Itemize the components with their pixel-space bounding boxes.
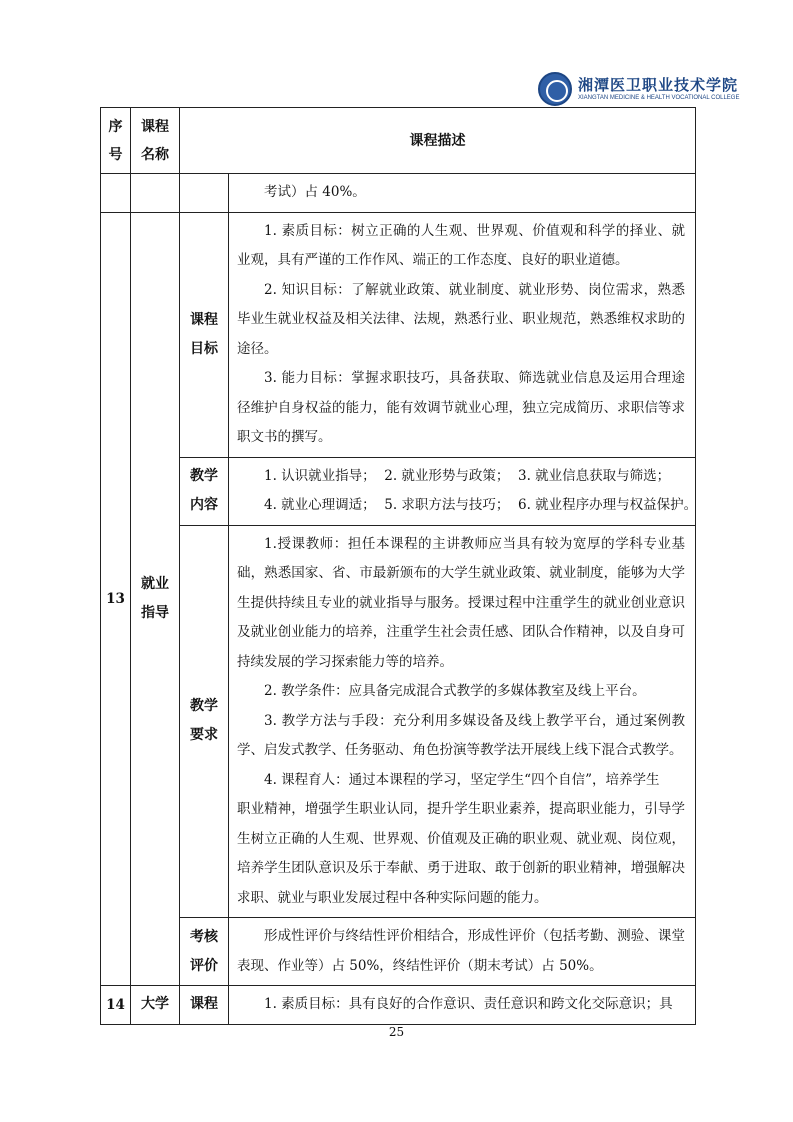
content-line: 1. 认识就业指导； 2. 就业形势与政策； 3. 就业信息获取与筛选； <box>264 467 671 484</box>
college-name-en: XIANGTAN MEDICINE & HEALTH VOCATIONAL COLLEGE <box>578 95 740 101</box>
course13-eval-row <box>101 918 696 986</box>
requirement-item: 职业精神，增强学生职业认同，提升学生职业素养，提高职业能力，引导学生树立正确的人生观、世界观、价值观及正确的职业观、就业观、岗位观，培养学生团队意识及乐于奉献、勇于进取、敢于创新的职业精神，增强解决求职、就业与职业发展过程中各种实际问题的能力。 <box>237 801 685 906</box>
continued-text: 考试）占 40%。 <box>229 174 696 213</box>
table-header-row <box>101 108 696 174</box>
continued-row <box>101 174 696 213</box>
header-desc: 课程描述 <box>180 108 696 174</box>
goal-item: 3. 能力目标：掌握求职技巧，具备获取、筛选就业信息及运用合理途径维护自身权益的能力，能有效调节就业心理，独立完成简历、求职信等求职文书的撰写。 <box>237 370 685 445</box>
course13-evaluation: 形成性评价与终结性评价相结合，形成性评价（包括考勤、测验、课堂表现、作业等）占 50%，终结性评价（期末考试）占 50%。 <box>229 918 696 986</box>
goal-item: 1. 素质目标：树立正确的人生观、世界观、价值观和科学的择业、就业观，具有严谨的工作作风、端正的工作态度、良好的职业道德。 <box>237 222 685 268</box>
college-seal-icon <box>538 72 572 106</box>
course13-name: 就业 指导 <box>131 212 180 986</box>
college-name-cn: 湘潭医卫职业技术学院 <box>578 76 739 94</box>
requirement-item: 2. 教学条件：应具备完成混合式教学的多媒体教室及线上平台。 <box>264 683 646 699</box>
course13-req-row <box>101 525 696 918</box>
page-number: 25 <box>388 1025 405 1039</box>
content-line: 4. 就业心理调适； 5. 求职方法与技巧； 6. 就业程序办理与权益保护。 <box>264 497 698 513</box>
course13-content-row <box>101 457 696 525</box>
course14-text: 1. 素质目标：具有良好的合作意识、责任意识和跨文化交际意识；具 <box>229 986 696 1025</box>
college-name-block <box>578 76 739 102</box>
header-name: 课程 名称 <box>131 108 180 174</box>
course14-number: 14 <box>101 986 131 1025</box>
requirement-item: 4. 课程育人：通过本课程的学习，坚定学生“四个自信”，培养学生 <box>264 771 660 788</box>
course13-number: 13 <box>101 212 131 986</box>
course13-eval-label: 考核 评价 <box>180 918 229 986</box>
course13-contents <box>229 457 696 525</box>
requirement-item: 1.授课教师：担任本课程的主讲教师应当具有较为宽厚的学科专业基础，熟悉国家、省、市最新颁布的大学生就业政策、就业制度，能够为大学生提供持续且专业的就业指导与服务。授课过程中注重学生的就业创业意识及就业创业能力的培养，注重学生社会责任感、团队合作精神，以及自身可持续发展的学习探索能力等的培养。 <box>237 535 685 670</box>
course13-goals-label: 课程 目标 <box>180 212 229 457</box>
course14-row <box>101 986 696 1025</box>
course-table <box>100 107 696 1025</box>
header-seq: 序 号 <box>101 108 131 174</box>
college-logo <box>538 68 738 110</box>
course13-req-label: 教学 要求 <box>180 525 229 918</box>
requirement-item: 3. 教学方法与手段：充分利用多媒设备及线上教学平台，通过案例教学、启发式教学、任务驱动、角色扮演等教学法开展线上线下混合式教学。 <box>237 712 685 758</box>
goal-item: 2. 知识目标：了解就业政策、就业制度、就业形势、岗位需求，熟悉毕业生就业权益及相关法律、法规，熟悉行业、职业规范，熟悉维权求助的途径。 <box>237 281 685 357</box>
course14-label: 课程 <box>180 986 229 1025</box>
course13-goals-row <box>101 212 696 457</box>
course13-requirements <box>229 525 696 918</box>
course13-goals <box>229 212 696 457</box>
course13-content-label: 教学 内容 <box>180 457 229 525</box>
course14-name: 大学 <box>131 986 180 1025</box>
